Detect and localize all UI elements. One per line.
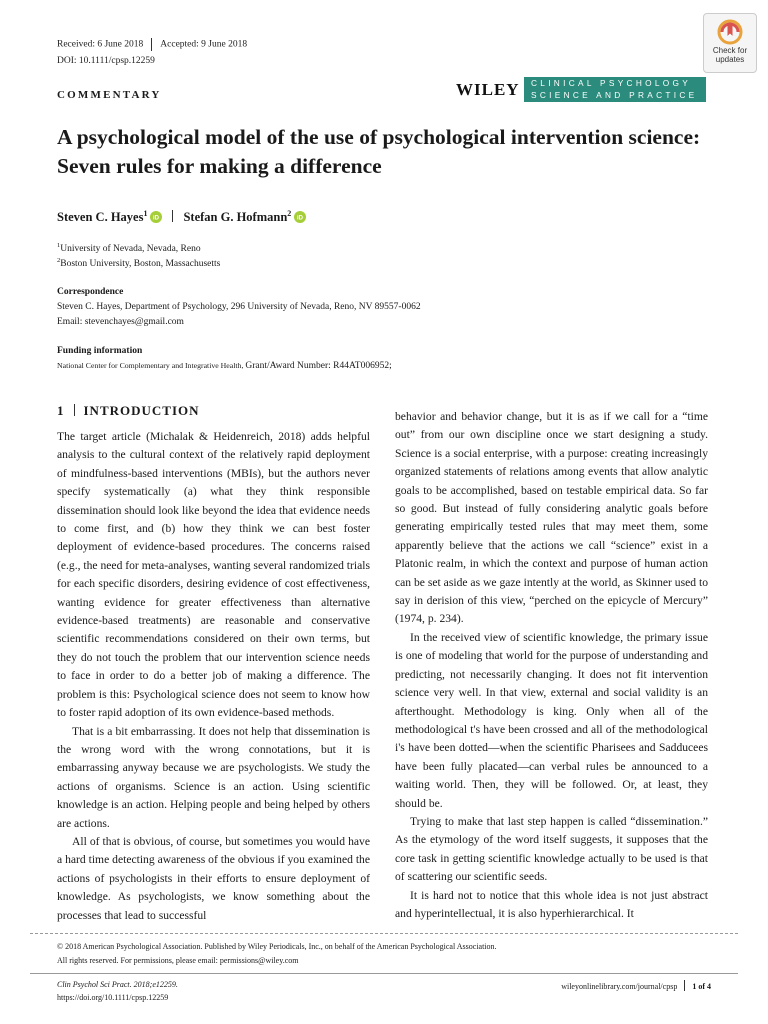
received-accepted-dates [57,38,247,51]
section-heading [57,403,200,419]
copyright-divider [30,933,738,934]
date-divider [151,38,152,51]
paragraph: The target article (Michalak & Heidenreich, 2018) adds helpful analysis to the cultural context of the relatively rapid deployment of mindfulness-based interventions (MBIs), but the authors never specify systematically (a) what they think responsible dissemination should look like beyond the idea that evidence needs to come first, and (b) how they think we can best foster deployment of evidence-based procedures. The concerns raised (e.g., the need for meta-analyses, wanting several randomized trials for each specific disorders, desiring evidence of cost effectiveness, wanting evidence for greater effectiveness than alternative evidence-based treatments) are reasonable and conservative scientific recommendations considered on their own terms, but they do not touch the problem that our intervention science needs to face in order to do a better job of making a difference. The problem is this: Psychological science does not seem to know how to foster rapid adoption of its own evidence-based methods. [57,430,370,720]
funding-label: Funding information [57,346,143,356]
footer-citation: Clin Psychol Sci Pract. 2018;e12259. [57,980,178,989]
doi[interactable]: DOI: 10.1111/cpsp.12259 [57,56,155,66]
body-column-right [395,408,708,923]
author-name[interactable]: Stefan G. Hofmann [183,210,288,225]
check-updates-label-2: updates [715,55,745,64]
article-type: COMMENTARY [57,89,162,101]
affiliation-mark: 1 [57,242,61,249]
svg-text:iD: iD [153,215,160,222]
page-number: 1 of 4 [692,982,711,991]
correspondence-address: Steven C. Hayes, Department of Psychology, 296 University of Nevada, Reno, NV 89557-0062 [57,302,421,312]
journal-name-line1: CLINICAL PSYCHOLOGY [531,78,692,88]
article-title: A psychological model of the use of psychological intervention science: Seven rules for making a difference [57,125,701,178]
paragraph: It is hard not to notice that this whole idea is not just abstract and hyperintellectual, it is also hyperhierarchical. It [395,888,708,920]
affiliation-text: University of Nevada, Nevada, Reno [60,244,201,255]
journal-banner [524,77,706,102]
author-affiliation-mark: 1 [143,209,148,218]
paragraph: All of that is obvious, of course, but sometimes you would have a hard time detecting awareness of the obvious if you examined the actions of psychologists in their efforts to ensure deployment of knowledge. As psychologists, we know something about the processes that lead to successful [57,834,370,922]
correspondence-label: Correspondence [57,287,124,297]
author-divider [172,210,173,222]
journal-name-line2: SCIENCE AND PRACTICE [531,90,698,100]
orcid-icon[interactable] [150,211,162,223]
funding-text [57,361,392,371]
affiliation [57,257,220,269]
orcid-icon[interactable] [294,211,306,223]
copyright-permissions: All rights reserved. For permissions, please email: permissions@wiley.com [57,956,299,965]
footer-rule [30,973,738,974]
footer-right [561,980,711,991]
paragraph: Trying to make that last step happen is called “dissemination.” As the etymology of the word itself suggests, it supposes that the core task in getting scientific knowledge actually to be used is that of scattering our scientific seeds. [395,814,708,884]
paragraph: behavior and behavior change, but it is as if we call for a “time out” from our own discipline once we start designing a study. Science is a social enterprise, with a purpose: creating increasingly organized statements of relations among events that allow analytic goals to be accomplished, based on testable empirical data. So far so good. But instead of fully considering analytic goals before generating empirically tested rules that may meet them, some apparently believe that the actions we call “science” exist in a Platonic realm, in which the context and purpose of human action can be set aside as we gaze intently at the world, as Skinner used to say in derision of this view, “perched on the epicycle of Mercury” (1974, p. 234). [395,410,708,626]
funding-agency: National Center for Complementary and Integrative Health, [57,361,244,370]
received-date: Received: 6 June 2018 [57,39,144,50]
affiliation [57,242,201,254]
check-updates-label-1: Check for [712,46,748,55]
check-updates-icon [717,19,743,45]
author-name[interactable]: Steven C. Hayes [57,210,144,225]
paragraph: That is a bit embarrassing. It does not help that dissemination is the wrong word with the wrong connotations, but it is embarrassing anyway because we are psychologists. We study the actions of organisms. Science is an action. Using scientific knowledge is an action. Helping people and being helped by others are actions. [57,724,370,830]
author-affiliation-mark: 2 [287,209,292,218]
check-for-updates-button[interactable] [703,13,757,73]
body-column-left [57,428,370,925]
section-number: 1 [57,403,65,418]
paragraph: In the received view of scientific knowledge, the primary issue is one of modeling that world for the purpose of understanding and predicting, not necessarily changing. It does not fit intervention science very well. In that view, external and social validity is an afterthought. Methodology is king. Only when all of the methodological t's have been crossed and all of the methodological i's have been dotted—when the scientific Pharisees and Sadducees have been fully placated—can verbal rules be announced to a waiting world. Then, they will be followed. Or, at least, they should be. [395,630,708,810]
author-list [57,209,306,225]
section-divider [74,404,75,416]
correspondence-email[interactable]: Email: stevenchayes@gmail.com [57,317,184,327]
funding-grant: Grant/Award Number: R44AT006952; [245,361,392,371]
section-title: INTRODUCTION [83,403,200,418]
affiliation-text: Boston University, Boston, Massachusetts [60,259,221,270]
footer-divider [684,980,685,991]
footer-doi-link[interactable]: https://doi.org/10.1111/cpsp.12259 [57,993,169,1002]
svg-text:iD: iD [297,215,304,222]
affiliation-mark: 2 [57,257,61,264]
publisher-logo: WILEY [456,80,520,99]
copyright-line: © 2018 American Psychological Association. Published by Wiley Periodicals, Inc., on behalf of the American Psychological Association. [57,942,497,951]
accepted-date: Accepted: 9 June 2018 [160,39,248,50]
footer-site-link[interactable]: wileyonlinelibrary.com/journal/cpsp [561,982,678,991]
